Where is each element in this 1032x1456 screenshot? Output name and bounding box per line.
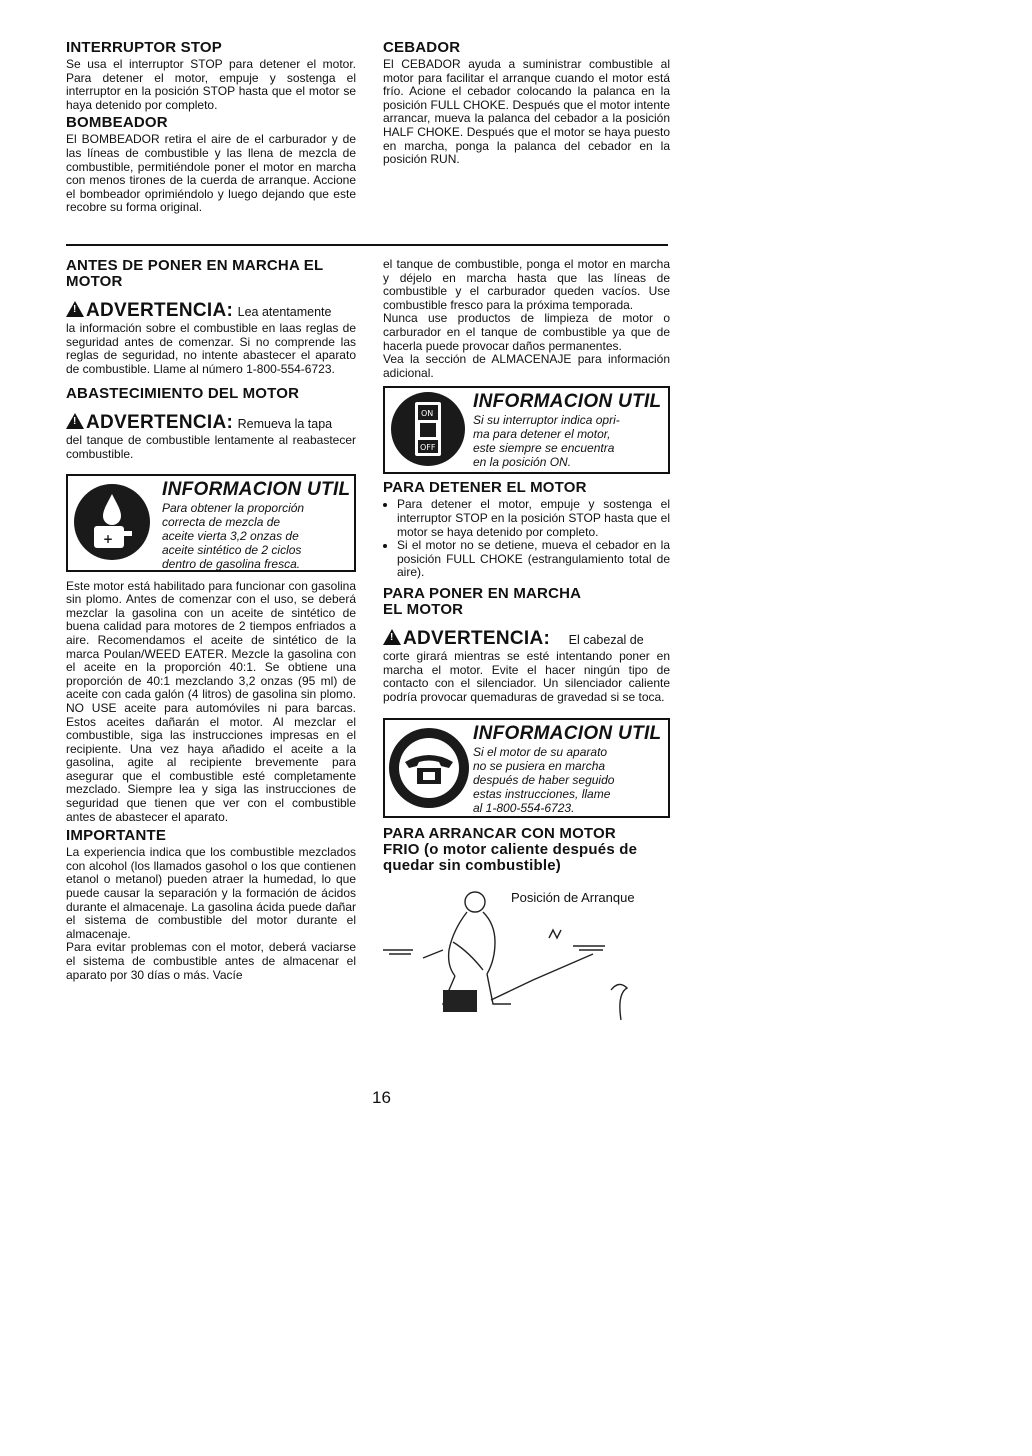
- right-column: [383, 258, 670, 1030]
- info-box-mix-line: correcta de mezcla de: [162, 514, 281, 529]
- info-box-phone-line: estas instrucciones, llame: [473, 787, 611, 802]
- cebador-text: El CEBADOR ayuda a suministrar combustible al motor para facilitar el arranque cuando el motor está frío. Acione el cebador colocando la palanca en la posición FULL CHOKE. Después que el motor intente arrancar, mueva la palanca del cebador a la posición HALF CHOKE. Después que el motor se haya puesto en marcha, ponga la palanca del cebador en la posición RUN.: [383, 57, 670, 167]
- fuel-can-icon: [74, 484, 150, 560]
- info-box-phone-line: al 1-800-554-6723.: [473, 801, 575, 816]
- antes-heading: ANTES DE PONER EN MARCHA EL MOTOR: [66, 257, 324, 290]
- info-box-switch-line: en la posición ON.: [473, 455, 572, 470]
- top-right-column: [383, 40, 670, 167]
- importante-text-2: Para evitar problemas con el motor, deberá vaciarse el sistema de combustible antes de almacenar el aparato por 30 días o más. Vacíe: [66, 940, 356, 982]
- info-box-phone-title: INFORMACION UTIL: [473, 723, 662, 745]
- cebador-heading: CEBADOR: [383, 39, 461, 56]
- list-item: • Si el motor no se detiene, mueva el cebador en la posición FULL CHOKE (estrangulamiento total de aire).: [397, 539, 670, 580]
- phone-badge-icon: [389, 728, 469, 808]
- fuel-text: Este motor está habilitado para funcionar con gasolina sin plomo. Antes de comenzar con el uso, se deberá mezclar la gasolina con un aceite de sintético de buena calidad para motores de 2 tiempos enfriados a aire. Recomendamos el aceite de sintético de la marca Poulan/WEED EATER. Mezcle la gasolina con el aceite en la proporción 40:1. Se obtiene una proporción de 40:1 mezclando 3,2 onzas (95 ml) de aceite con cada galón (4 litros) de gasolina sin plomo. NO USE aceite para automóviles ni para barcas. Estos aceites dañarán el motor. Al mezclar el combustible, siga las instrucciones impresas en el recipiente. Una vez haya añadido el aceite a la gasolina, agite al recipiente brevemente para asegurar que el combustible esté completamente mezclado. Siempre lea y siga las instrucciones de seguridad que tienen que ver con el combustible antes de abastecer el aparato.: [66, 578, 356, 824]
- warning-2-label: ADVERTENCIA:: [86, 412, 234, 434]
- warning-2: [66, 412, 356, 461]
- warning-3: [383, 628, 670, 704]
- warning-2-text: del tanque de combustible lentamente al reabastecer combustible.: [66, 433, 356, 461]
- bombeador-heading: BOMBEADOR: [66, 114, 168, 132]
- svg-text:OFF: OFF: [420, 443, 436, 453]
- info-box-mix-line: dentro de gasolina fresca.: [162, 556, 301, 571]
- detener-list: [383, 498, 670, 580]
- interruptor-heading: INTERRUPTOR STOP: [66, 39, 222, 56]
- switch-badge-icon: [391, 392, 465, 466]
- warning-triangle-icon: !: [66, 413, 84, 429]
- info-box-mix-title: INFORMACION UTIL: [162, 478, 351, 500]
- svg-text:+: +: [103, 531, 114, 546]
- info-box-phone-line: Si el motor de su aparato: [473, 745, 608, 760]
- fuel-can-badge-icon: [74, 484, 150, 560]
- interruptor-text: Se usa el interruptor STOP para detener el motor. Para detener el motor, empuje y sostenga el interruptor en la posición STOP hasta que el motor se haya detenido por completo.: [66, 57, 356, 112]
- warning-triangle-icon: !: [383, 629, 401, 645]
- vea-text: Vea la sección de ALMACENAJE para información adicional.: [383, 352, 670, 380]
- top-left-column: [66, 40, 356, 215]
- info-box-phone: [383, 718, 670, 818]
- info-box-mix-line: aceite vierta 3,2 onzas de: [162, 528, 299, 543]
- info-box-phone-line: después de haber seguido: [473, 773, 615, 788]
- info-box-switch-title: INFORMACION UTIL: [473, 391, 662, 413]
- on-off-switch-icon: [391, 392, 465, 466]
- page-number: 16: [372, 1088, 391, 1107]
- info-box-switch-line: Si su interruptor indica opri-: [473, 413, 620, 428]
- warning-1-text: la información sobre el combustible en laas reglas de seguridad antes de comenzar. Si no comprende las reglas de seguridad, no intente abastecer el aparato de combustible. Llame al número 1-800-554-6723.: [66, 321, 356, 376]
- info-box-switch: [383, 386, 670, 474]
- detener-heading: PARA DETENER EL MOTOR: [383, 479, 587, 497]
- svg-text:ON: ON: [421, 409, 434, 419]
- info-box-mix-line: Para obtener la proporción: [162, 500, 305, 515]
- info-box-mix: [66, 474, 356, 572]
- arrancar-subheading: FRIO (o motor caliente después de quedar sin combustible): [383, 841, 638, 875]
- info-box-switch-line: este siempre se encuentra: [473, 441, 615, 456]
- poner-heading-line-2: EL MOTOR: [383, 600, 464, 618]
- warning-1: [66, 300, 356, 376]
- telephone-icon: [389, 728, 469, 808]
- warning-3-lead: El cabezal de: [568, 632, 644, 647]
- figure-label: Posición de Arranque: [511, 890, 635, 906]
- warning-3-text: corte girará mientras se esté intentando poner en marcha el motor. Evite el hacer ningún tipo de contacto con el silenciador. Un silenciador caliente podría provocar quemaduras de gravedad si se toca.: [383, 648, 670, 704]
- section-divider: [66, 244, 668, 246]
- warning-3-label: ADVERTENCIA:: [403, 627, 551, 649]
- nunca-text: Nunca use productos de limpieza de motor o carburador en el tanque de combustible ya que de hacerla puede provocar daños permanentes.: [383, 311, 670, 353]
- abastecimiento-heading: ABASTECIMIENTO DEL MOTOR: [66, 385, 300, 403]
- info-box-switch-line: ma para detener el motor,: [473, 427, 611, 442]
- bombeador-text: El BOMBEADOR retira el aire de el carburador y de las líneas de combustible y las llena de mezcla de combustible, permitiéndole poner el motor en marcha con menos tirones de la cuerda de arranque. Accione el bombeador oprimiéndolo y luego dejando que este recobre su forma original.: [66, 132, 356, 215]
- left-column: [66, 258, 356, 982]
- starting-position-figure: [383, 880, 670, 1030]
- info-box-mix-line: aceite sintético de 2 ciclos: [162, 542, 302, 557]
- warning-2-lead: Remueva la tapa: [237, 417, 333, 432]
- info-box-phone-line: no se pusiera en marcha: [473, 759, 606, 774]
- warning-1-lead: Lea atentamente: [237, 305, 332, 319]
- warning-1-label: ADVERTENCIA:: [86, 300, 234, 321]
- list-item: • Para detener el motor, empuje y sostenga el interruptor STOP en la posición STOP hasta que el motor se haya detenido por completo.: [397, 498, 670, 539]
- poner-heading-line-1: PARA PONER EN MARCHA: [383, 584, 582, 602]
- importante-heading: IMPORTANTE: [66, 827, 167, 845]
- importante-text-1: La experiencia indica que los combustible mezclados con alcohol (los llamados gasohol o los que contienen etanol o metanol) pueden atraer la humedad, lo que puede causar la separación y la formación de ácidos durante el almacenaje. La gasolina ácida puede dañar el sistema de combustible del motor durante el almacenaje.: [66, 845, 356, 941]
- warning-triangle-icon: !: [66, 301, 84, 317]
- continued-text: el tanque de combustible, ponga el motor en marcha y déjelo en marcha hasta que las líneas de combustible y el carburador queden vacíos. Use combustible fresco para la próxima temporada.: [383, 257, 670, 312]
- arrancar-heading: PARA ARRANCAR CON MOTOR: [383, 825, 616, 843]
